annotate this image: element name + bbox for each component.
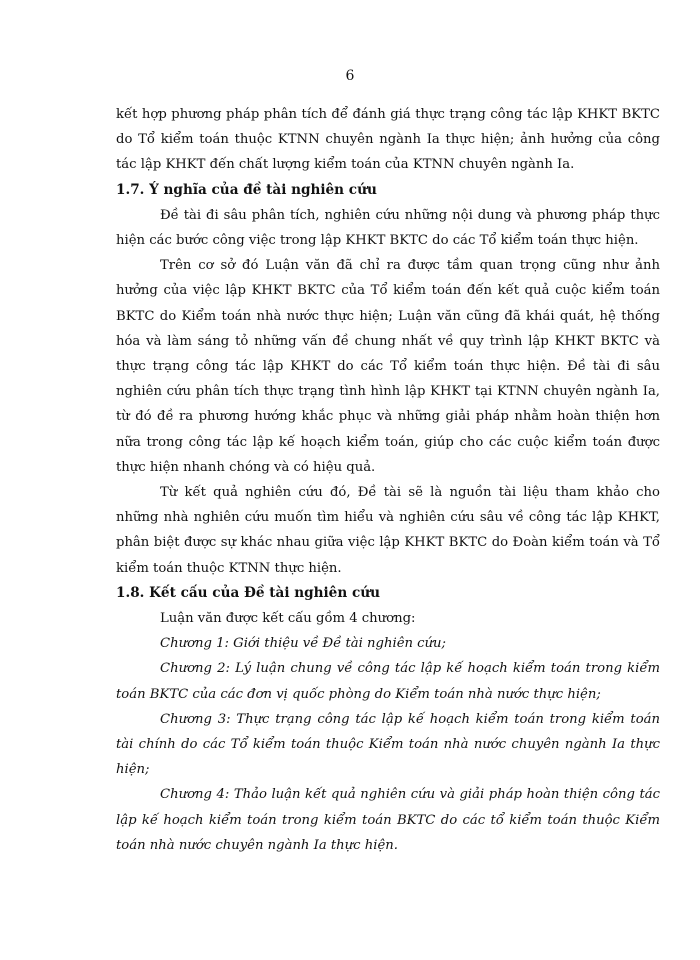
chapter-4-item: Chương 4: Thảo luận kết quả nghiên cứu và giải pháp hoàn thiện công tác lập kế hoạch kiểm toán trong kiểm toán BKTC do các tổ kiểm toán thuộc Kiểm toán nhà nước chuyên ngành Ia thực hiện. — [116, 787, 660, 853]
chapter-1-item: Chương 1: Giới thiệu về Đề tài nghiên cứu; — [160, 636, 446, 652]
chapter-3-item: Chương 3: Thực trạng công tác lập kế hoạch kiểm toán trong kiểm toán tài chính do các Tổ kiểm toán thuộc Kiểm toán nhà nước chuyên ngành Ia thực hiện; — [116, 711, 660, 778]
section-heading-1-7: 1.7. Ý nghĩa của đề tài nghiên cứu — [116, 181, 377, 198]
document-body — [116, 102, 660, 858]
paragraph-thesis-contribution: Trên cơ sở đó Luận văn đã chỉ ra được tầm quan trọng cũng như ảnh hưởng của việc lập KHKT BKTC của Tổ kiểm toán đến kết quả cuộc kiểm toán BKTC do Kiểm toán nhà nước thực hiện; Luận văn cũng đã khái quát, hệ thống hóa và làm sáng tỏ những vấn đề chung nhất về quy trình lập KHKT BKTC và thực trạng công tác lập KHKT do các Tổ kiểm toán thực hiện. Đề tài đi sâu nghiên cứu phân tích thực trạng tình hình lập KHKT tại KTNN chuyên ngành Ia, từ đó đề ra phương hướng khắc phục và những giải pháp nhằm hoàn thiện hơn nữa trong công tác lập kế hoạch kiểm toán, giúp cho các cuộc kiểm toán được thực hiện nhanh chóng và có hiệu quả. — [116, 258, 660, 475]
page-number: 6 — [345, 68, 355, 84]
section-heading-1-8: 1.8. Kết cấu của Đề tài nghiên cứu — [116, 584, 380, 601]
chapter-2-item: Chương 2: Lý luận chung về công tác lập kế hoạch kiểm toán trong kiểm toán BKTC của các đơn vị quốc phòng do Kiểm toán nhà nước thực hiện; — [116, 661, 660, 702]
paragraph-structure-intro: Luận văn được kết cấu gồm 4 chương: — [160, 611, 416, 627]
paragraph-research-scope: Đề tài đi sâu phân tích, nghiên cứu những nội dung và phương pháp thực hiện các bước công việc trong lập KHKT BKTC do các Tổ kiểm toán thực hiện. — [116, 207, 660, 249]
paragraph-method-continuation: kết hợp phương pháp phân tích để đánh giá thực trạng công tác lập KHKT BKTC do Tổ kiểm toán thuộc KTNN chuyên ngành Ia thực hiện; ảnh hưởng của công tác lập KHKT đến chất lượng kiểm toán của KTNN chuyên ngành Ia. — [116, 107, 660, 173]
paragraph-reference-value: Từ kết quả nghiên cứu đó, Đề tài sẽ là nguồn tài liệu tham khảo cho những nhà nghiên cứu muốn tìm hiểu và nghiên cứu sâu về công tác lập KHKT, phân biệt được sự khác nhau giữa việc lập KHKT BKTC do Đoàn kiểm toán và Tổ kiểm toán thuộc KTNN thực hiện. — [116, 485, 660, 576]
